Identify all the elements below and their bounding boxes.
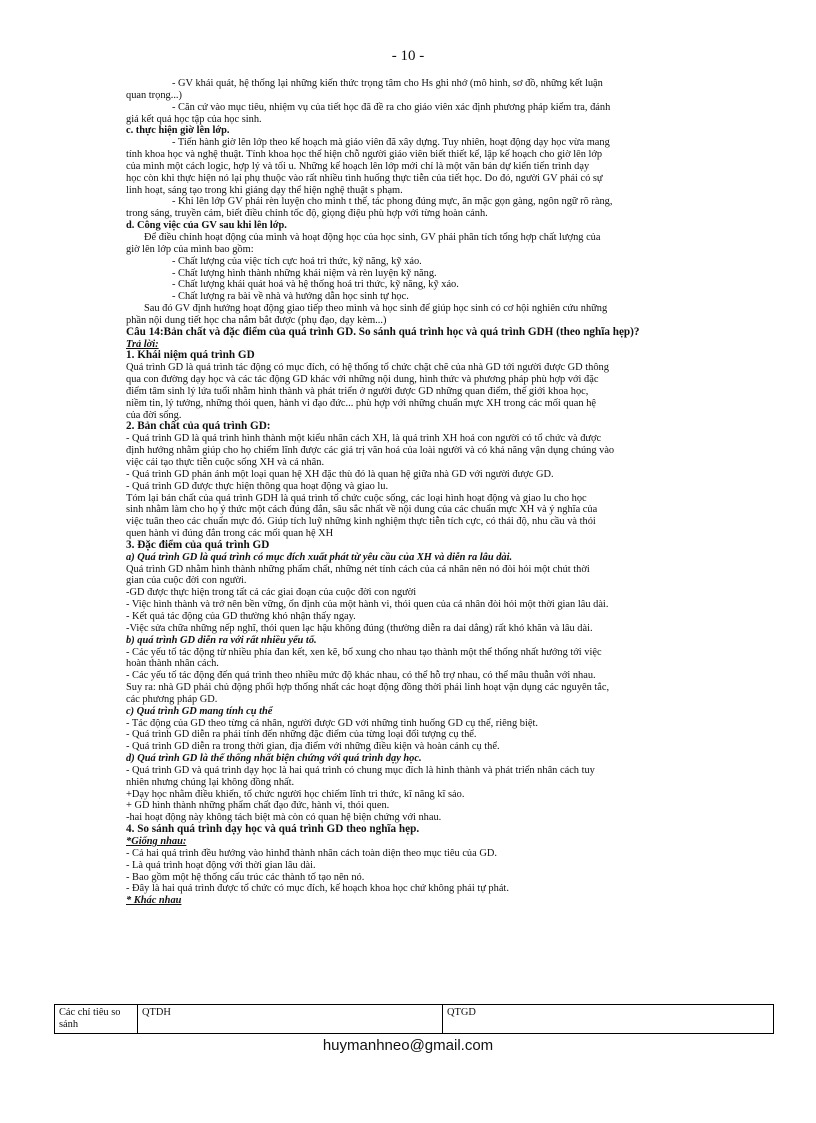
table-header-qtgd: QTGD	[443, 1005, 774, 1034]
text-line: - Quá trình GD là quá trình hình thành một kiểu nhân cách XH, là quá trình XH hoá con người có tổ chức và được	[126, 433, 602, 445]
text-line: Trả lời:	[126, 338, 159, 350]
text-line: Suy ra: nhà GD phải chủ động phối hợp thống nhất các hoạt động đồng thời phải linh hoạt vận dụng các nguyên tắc,	[126, 682, 610, 694]
text-line: - Khi lên lớp GV phải rèn luyện cho mình t thế, tác phong đúng mực, ăn mặc gọn gàng, ngôn ngữ rõ ràng,	[172, 196, 613, 208]
text-line: của mình một cách logic, hợp lý và tối u. Những kế hoạch lên lớp mới chỉ là một văn bản dự kiến tiến trình dạy	[126, 160, 590, 172]
text-line: +Dạy học nhằm điều khiển, tổ chức người học chiếm lĩnh tri thức, kĩ năng kĩ sảo.	[126, 788, 465, 800]
text-line: - Tác động của GD theo từng cá nhân, người được GD với những tình huống GD cụ thể, riêng biệt.	[126, 717, 538, 729]
text-line: - Quá trình GD phản ánh một loại quan hệ XH đặc thù đó là quan hệ giữa nhà GD với người được GD.	[126, 468, 554, 480]
table-header-criteria: Các chỉ tiêu so sánh	[55, 1005, 138, 1034]
text-line: Quá trình GD nhằm hình thành những phẩm chất, những nét tính cách của cá nhân nên nó đòi hỏi một chút thời	[126, 563, 590, 575]
text-line: phần nội dung tiết học cha nắm bắt được (phụ đạo, dạy kèm...)	[126, 314, 387, 326]
text-line: - GV khái quát, hệ thống lại những kiến thức trọng tâm cho Hs ghi nhớ (mô hình, sơ đồ, những kết luận	[172, 78, 603, 89]
text-line: - Căn cứ vào mục tiêu, nhiệm vụ của tiết học đã đề ra cho giáo viên xác định phương pháp kiểm tra, đánh	[172, 101, 611, 113]
comparison-table	[54, 1004, 774, 1034]
text-line: qua con đường dạy học và các tác động GD khác với những nội dung, hình thức và phương pháp phù hợp với đặc	[126, 374, 599, 386]
text-line: Câu 14:Bản chất và đặc điểm của quá trình GD. So sánh quá trình học và quá trình GDH (theo nghĩa hẹp)?	[126, 325, 640, 338]
text-line: sinh nhằm làm cho họ ý thức một cách đúng đắn, sâu sắc nhất về nội dung của các chuẩn mực XH và ý nghĩa của	[126, 504, 598, 516]
text-line: -GD được thực hiện trong tất cả các giai đoạn của cuộc đời con người	[126, 587, 417, 599]
text-line: - Là quá trình hoạt động với thời gian lâu dài.	[126, 859, 316, 871]
text-line: - Quá trình GD diễn ra trong thời gian, địa điểm với những điều kiện và hoàn cảnh cụ thể.	[126, 741, 500, 753]
text-line: - Các yếu tố tác động từ nhiều phía đan kết, xen kẽ, bổ xung cho nhau tạo thành một thể thống nhất hướng tới việc	[126, 646, 602, 658]
text-line: việc tuân theo các chuẩn mực đó. Giúp tích luỹ những kinh nghiệm thực tiễn tích cực, có thái độ, nhu cầu và thói	[126, 516, 596, 528]
text-line: - Kết quả tác động của GD thường khó nhận thấy ngay.	[126, 610, 356, 622]
page-number: - 10 -	[391, 48, 425, 64]
text-line: Sau đó GV định hướng hoạt động giao tiếp theo mình và học sinh để giúp học sinh có cơ hội nghiên cứu những	[144, 303, 608, 315]
text-line: trong sáng, truyền cảm, biết điều chỉnh tốc độ, giọng điệu phù hợp với từng hoàn cảnh.	[126, 208, 488, 220]
text-line: của đời sống.	[126, 409, 182, 421]
table-header-qtdh: QTDH	[138, 1005, 443, 1034]
text-line: c) Quá trình GD mang tính cụ thể	[126, 705, 273, 717]
text-line: việc cải tạo thực tiễn cuộc sống XH và cá nhân.	[126, 457, 325, 468]
text-line: - Quá trình GD được thực hiện thông qua hoạt động và giao lu.	[126, 480, 389, 492]
text-line: c. thực hiện giờ lên lớp.	[126, 125, 230, 137]
text-line: - Quá trình GD và quá trình dạy học là hai quá trình có chung mục đích là hình thành và phát triển nhân cách tuy	[126, 764, 595, 776]
text-line: d) Quá trình GD là thể thống nhất biện chứng với quá trình dạy học.	[126, 753, 422, 765]
text-line: 4. So sánh quá trình dạy học và quá trình GD theo nghĩa hẹp.	[126, 823, 420, 836]
text-line: quan trọng...)	[126, 89, 182, 101]
footer-email: huymanhneo@gmail.com	[322, 1037, 494, 1054]
text-line: -Việc sửa chữa những nếp nghĩ, thói quen lạc hậu không đúng (thường diễn ra dai dẳng) rất khó khăn và lâu dài.	[126, 622, 593, 634]
table-row	[55, 1005, 774, 1034]
text-line: * Khác nhau	[126, 895, 182, 907]
text-line: *Giống nhau:	[126, 836, 187, 847]
text-line: học còn khi thực hiện nó lại phụ thuộc vào rất nhiều tình huống thực tiễn của tiết học. Do đó, người GV phải có sự	[126, 172, 603, 184]
text-line: 2. Bản chất của quá trình GD:	[126, 420, 271, 433]
text-line: hoàn thành nhân cách.	[126, 658, 219, 670]
text-line: - Bao gồm một hệ thống cấu trúc các thành tố tạo nên nó.	[126, 871, 365, 883]
text-line: - Chất lượng của việc tích cực hoá tri thức, kỹ năng, kỹ xảo.	[172, 255, 422, 267]
text-line: - Chất lượng ra bài về nhà và hướng dẫn học sinh tự học.	[172, 291, 409, 303]
text-line: a) Quá trình GD là quá trình có mục đích xuất phát từ yêu cầu của XH và diễn ra lâu dài.	[126, 551, 513, 563]
text-line: Để điều chỉnh hoạt động của mình và hoạt động học của học sinh, GV phải phân tích tổng hợp chất lượng của	[144, 231, 601, 243]
text-line: b) quá trình GD diễn ra với rất nhiều yếu tố.	[126, 634, 317, 646]
text-line: - Chất lượng khái quát hoá và hệ thống hoá tri thức, kỹ năng, kỹ xảo.	[172, 279, 459, 291]
text-line: - Quá trình GD diễn ra phải tính đến những đặc điểm của từng loại đối tượng cụ thể.	[126, 729, 477, 741]
text-line: + GD hình thành những phẩm chất đạo đức, hành vi, thói quen.	[126, 800, 390, 812]
text-line: 1. Khái niệm quá trình GD	[126, 349, 255, 362]
text-line: - Các yếu tố tác động đến quá trình theo nhiều mức độ khác nhau, có thể hỗ trợ nhau, có thể mâu thuẫn với nhau.	[126, 670, 596, 682]
text-line: tính khoa học và nghệ thuật. Tính khoa học thể hiện chỗ người giáo viên biết thiết kế, lập kế hoạch cho giờ lên lớp	[126, 149, 603, 161]
text-line: giá kết quả học tập của học sinh.	[126, 113, 262, 125]
text-line: -hai hoạt động này không tách biệt mà còn có quan hệ biện chứng với nhau.	[126, 812, 442, 824]
text-line: Tóm lại bản chất của quá trình GDH là quá trình tổ chức cuộc sống, các loại hình hoạt động và giao lu cho học	[126, 492, 587, 504]
text-line: - Việc hình thành và trở nên bền vững, ổn định của một hành vi, thói quen của cá nhân đòi hỏi một thời gian lâu dài.	[126, 599, 609, 611]
document-body	[126, 78, 774, 907]
text-line: nhiên nhưng chúng lại không đồng nhất.	[126, 776, 295, 788]
text-line: - Đây là hai quá trình được tổ chức có mục đích, kế hoạch khoa học chứ không phải tự phát.	[126, 883, 509, 895]
text-line: gian của cuộc đời con người.	[126, 575, 247, 587]
text-line: quen hành vi đúng đắn trong các mối quan hệ XH	[126, 528, 334, 540]
text-line: - Chất lượng hình thành những khái niệm và rèn luyện kỹ năng.	[172, 267, 437, 279]
text-line: niềm tin, lý tưởng, những thói quen, hành vi đạo đức... phù hợp với những chuẩn mực XH trong các mối quan hệ	[126, 397, 597, 409]
text-line: các phương pháp GD.	[126, 693, 218, 705]
text-line: 3. Đặc điểm của quá trình GD	[126, 538, 270, 551]
text-line: giờ lên lớp của mình bao gồm:	[126, 243, 254, 255]
text-line: linh hoạt, sáng tạo trong khi giảng dạy thể hiện nghệ thuật s phạm.	[126, 184, 403, 196]
text-line: d. Công việc của GV sau khi lên lớp.	[126, 220, 287, 232]
text-line: định hướng nhằm giúp cho họ chiếm lĩnh được các giá trị văn hoá của loài người và có khả năng vận dụng chúng vào	[126, 445, 615, 457]
text-line: Quá trình GD là quá trình tác động có mục đích, có hệ thống tổ chức chặt chẽ của nhà GD tới người được GD thông	[126, 362, 609, 374]
text-line: - Tiến hành giờ lên lớp theo kế hoạch mà giáo viên đã xây dựng. Tuy nhiên, hoạt động dạy học vừa mang	[172, 137, 610, 149]
text-line: điểm tâm sinh lý lứa tuổi nhằm hình thành và phát triển ở người được GD những quan điểm, thế giới khoa học,	[126, 385, 589, 397]
text-line: - Cả hai quá trình đều hướng vào hìnhđ thành nhân cách toàn diện theo mục tiêu của GD.	[126, 847, 497, 859]
